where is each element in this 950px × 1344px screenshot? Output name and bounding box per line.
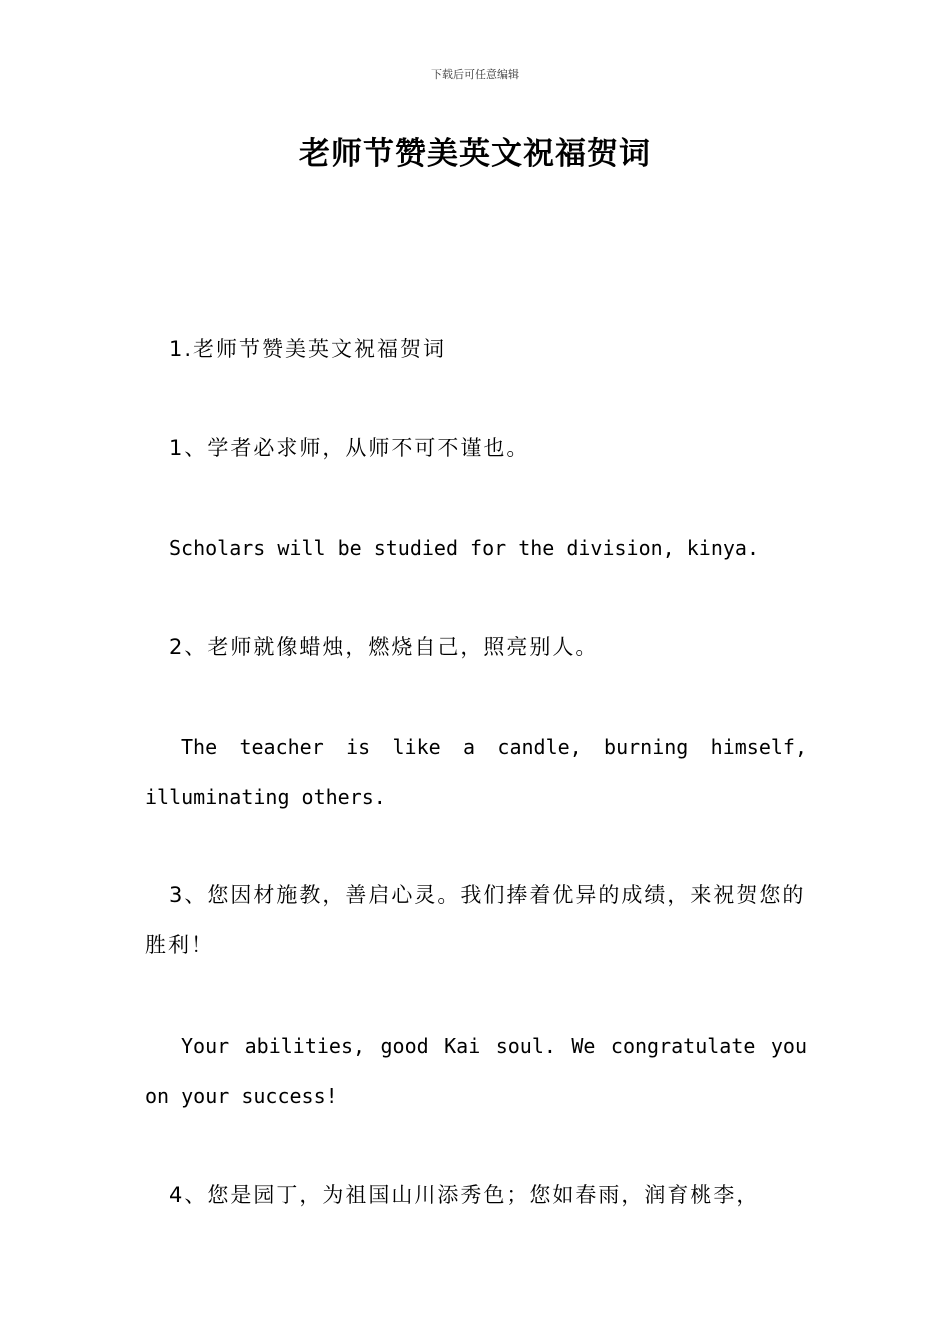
paragraph-2-english: The teacher is like a candle, burning himself, illuminating others. xyxy=(145,735,807,809)
paragraph-1-chinese: 1、学者必求师，从师不可不谨也。 xyxy=(169,436,530,460)
paragraph-3-chinese: 3、您因材施教，善启心灵。我们捧着优异的成绩，来祝贺您的胜利！ xyxy=(145,883,806,957)
paragraph-3-english: Your abilities, good Kai soul. We congratulate you on your success! xyxy=(145,1034,807,1108)
header-note: 下载后可任意编辑 xyxy=(431,68,519,81)
paragraph-1-english: Scholars will be studied for the division, kinya. xyxy=(169,536,760,560)
document-title: 老师节赞美英文祝福贺词 xyxy=(299,136,651,172)
paragraph-4-chinese: 4、您是园丁，为祖国山川添秀色；您如春雨，润育桃李， xyxy=(169,1183,760,1207)
section-heading: 1.老师节赞美英文祝福贺词 xyxy=(169,337,447,361)
paragraph-2-chinese: 2、老师就像蜡烛，燃烧自己，照亮别人。 xyxy=(169,635,599,659)
